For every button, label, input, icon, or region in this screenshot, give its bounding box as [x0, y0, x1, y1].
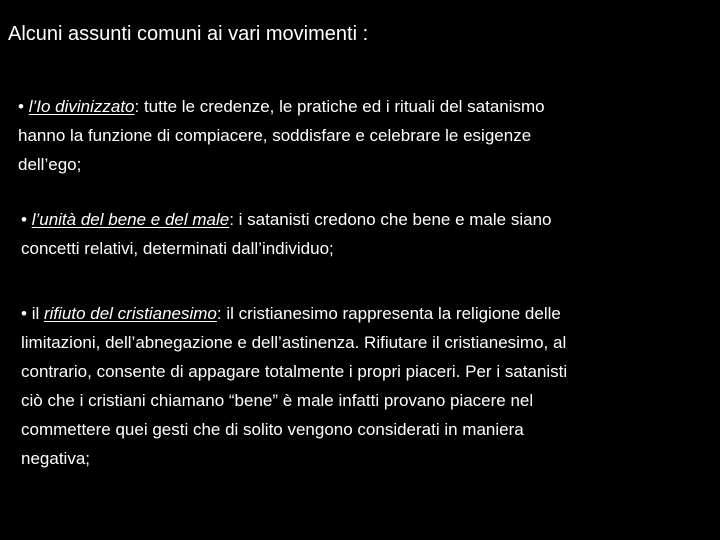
bullet-line	[21, 299, 701, 328]
slide-title: Alcuni assunti comuni ai vari movimenti :	[8, 23, 369, 45]
bullet-line: contrario, consente di appagare totalmente i propri piaceri. Per i satanisti	[21, 362, 568, 381]
bullet-paragraph-1	[18, 92, 698, 179]
bullet-text: : tutte le credenze, le pratiche ed i rituali del satanismo	[134, 97, 545, 116]
bullet-lead: il	[31, 304, 44, 323]
bullet-paragraph-2	[21, 205, 701, 263]
bullet-text: : i satanisti credono che bene e male siano	[229, 210, 552, 229]
bullet-marker: •	[21, 210, 32, 229]
bullet-line: hanno la funzione di compiacere, soddisfare e celebrare le esigenze	[18, 126, 532, 145]
bullet-line	[18, 92, 698, 121]
bullet-term: l’Io divinizzato	[28, 97, 135, 116]
bullet-line: negativa;	[21, 449, 90, 468]
bullet-text: : il cristianesimo rappresenta la religione delle	[216, 304, 561, 323]
bullet-paragraph-3	[21, 299, 701, 473]
bullet-marker: •	[18, 97, 29, 116]
bullet-line: dell’ego;	[18, 155, 82, 174]
bullet-line: ciò che i cristiani chiamano “bene” è male infatti provano piacere nel	[21, 391, 534, 410]
bullet-line: limitazioni, dell’abnegazione e dell’astinenza. Rifiutare il cristianesimo, al	[21, 333, 567, 352]
bullet-marker: •	[21, 304, 32, 323]
bullet-line: concetti relativi, determinati dall’individuo;	[21, 239, 334, 258]
bullet-term: l’unità del bene e del male	[31, 210, 230, 229]
bullet-line: commettere quei gesti che di solito vengono considerati in maniera	[21, 420, 524, 439]
bullet-term: rifiuto del cristianesimo	[43, 304, 217, 323]
bullet-line	[21, 205, 701, 234]
